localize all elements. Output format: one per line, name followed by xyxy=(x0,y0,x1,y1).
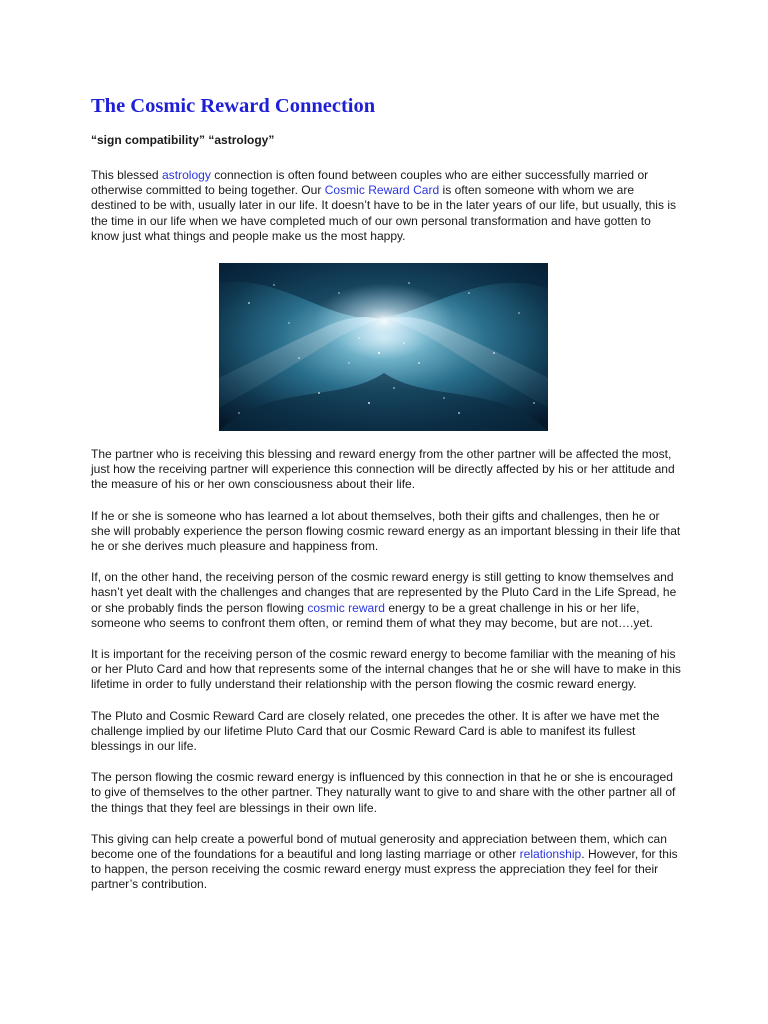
page-title: The Cosmic Reward Connection xyxy=(91,95,376,117)
paragraph-4 xyxy=(91,570,681,631)
cosmic-hands-illustration xyxy=(219,263,548,431)
paragraph-4-text-a: If, on the other hand, the receiving person of the cosmic reward energy is still getting to know themselves and hasn’t yet dealt with the challenges and changes that are represented by the Pluto Card in the Life Spread, he or she probably finds the person flowing xyxy=(91,570,677,615)
paragraph-3: If he or she is someone who has learned a lot about themselves, both their gifts and challenges, then he or she will probably experience the person flowing cosmic reward energy as an important blessing in their life that he or she derives much pleasure and happiness from. xyxy=(91,508,681,554)
paragraph-8-text-a: This giving can help create a powerful bond of mutual generosity and appreciation between them, which can become one of the foundations for a beautiful and long lasting marriage or other xyxy=(91,831,667,862)
cosmic-reward-card-link[interactable]: Cosmic Reward Card xyxy=(324,183,440,198)
cosmic-hands-image xyxy=(219,263,548,431)
paragraph-5: It is important for the receiving person of the cosmic reward energy to become familiar with the meaning of his or her Pluto Card and how that represents some of the internal changes that he or she will have to make in this lifetime in order to fully understand their relationship with the person flowing the cosmic reward energy. xyxy=(91,647,681,692)
paragraph-2: The partner who is receiving this blessing and reward energy from the other partner will be affected the most, just how the receiving partner will experience this connection will be directly affected by his or her attitude and the measure of his or her own consciousness about their life. xyxy=(91,447,675,492)
paragraph-1 xyxy=(91,168,681,244)
paragraph-8 xyxy=(91,832,681,893)
paragraph-7: The person flowing the cosmic reward energy is influenced by this connection in that he or she is encouraged to give of themselves to the other partner. They naturally want to give to and share with the other partner all of the things that they feel are blessings in their own life. xyxy=(91,770,676,815)
paragraph-8-text-b: . However, for this to happen, the person receiving the cosmic reward energy must express the appreciation they feel for their partner’s contribution. xyxy=(91,847,678,892)
paragraph-1-text-c: is often someone with whom we are destined to be with, usually later in our life. It doesn’t have to be in the later years of our life, but usually, this is the time in our life when we have completed much of our own personal transformation and have gotten to know just what things and people make us the most happy. xyxy=(91,183,677,243)
page-subtitle: “sign compatibility” “astrology” xyxy=(91,133,275,147)
paragraph-1-text-a: This blessed xyxy=(91,168,162,182)
cosmic-reward-link[interactable]: cosmic reward xyxy=(307,600,385,615)
relationship-link[interactable]: relationship xyxy=(519,847,582,862)
paragraph-4-text-b: energy to be a great challenge in his or her life, someone who seems to confront them often, or remind them of what they may become, but are not….yet. xyxy=(91,600,653,630)
document-page xyxy=(91,92,681,893)
paragraph-6: The Pluto and Cosmic Reward Card are closely related, one precedes the other. It is after we have met the challenge implied by our lifetime Pluto Card that our Cosmic Reward Card is able to manifest its fullest blessings in our life. xyxy=(91,708,660,754)
paragraph-1-text-b: connection is often found between couples who are either successfully married or otherwise committed to being together. Our xyxy=(91,168,649,198)
astrology-link[interactable]: astrology xyxy=(161,168,211,182)
